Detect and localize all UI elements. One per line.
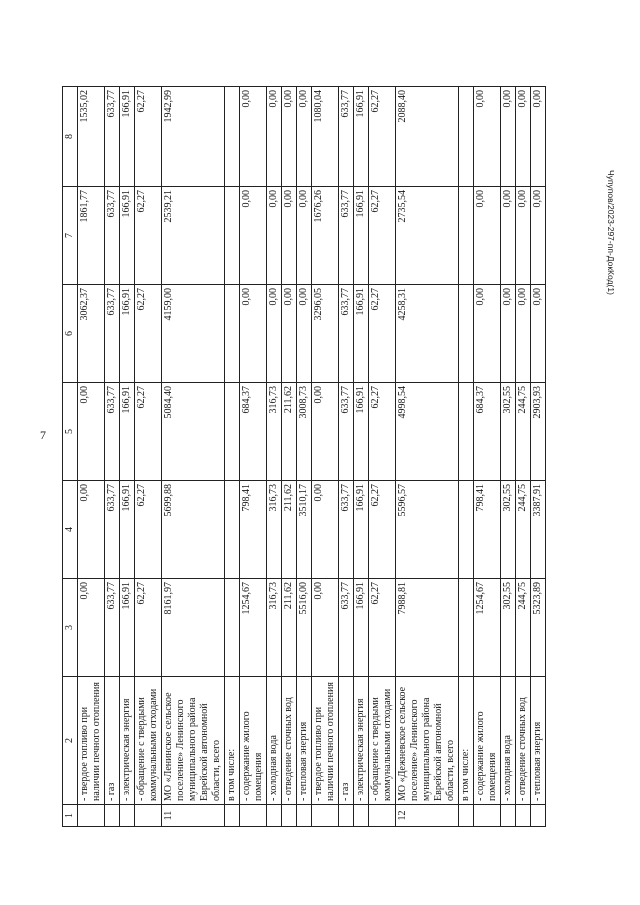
value-cell: 0,00 (516, 87, 531, 187)
value-cell: 0,00 (516, 285, 531, 383)
value-cell: 5323,89 (531, 579, 546, 677)
value-cell: 166,91 (120, 579, 135, 677)
value-cell: 5596,57 (396, 481, 459, 579)
value-cell: 633,77 (105, 285, 120, 383)
value-cell: 633,77 (105, 187, 120, 285)
row-name-cell: в том числе: (459, 677, 474, 805)
value-cell: 0,00 (78, 481, 105, 579)
value-cell: 166,91 (354, 87, 369, 187)
row-name-cell: - тепловая энергия (531, 677, 546, 805)
value-cell: 5084,40 (162, 383, 225, 481)
row-number-cell (240, 805, 267, 827)
value-cell: 62,27 (369, 285, 396, 383)
value-cell (459, 481, 474, 579)
row-number-cell (297, 805, 312, 827)
value-cell: 0,00 (267, 187, 282, 285)
row-number-cell (531, 805, 546, 827)
row-name-cell: МО «Дежневское сельское поселение» Ленинского муниципального района Еврейской автономной области, всего (396, 677, 459, 805)
header-cell: 6 (63, 285, 78, 383)
value-cell: 633,77 (339, 87, 354, 187)
value-cell: 166,91 (120, 87, 135, 187)
value-cell: 5699,88 (162, 481, 225, 579)
value-cell: 316,73 (267, 481, 282, 579)
value-cell: 1254,67 (240, 579, 267, 677)
value-cell: 166,91 (120, 187, 135, 285)
row-number-cell: 11 (162, 805, 225, 827)
row-name-cell: - содержание жилого помещения (240, 677, 267, 805)
value-cell: 798,41 (474, 481, 501, 579)
value-cell: 1080,04 (312, 87, 339, 187)
document-stamp-text: Чупупов/2023-297-пп-ДокКод(1) (606, 170, 616, 295)
header-cell: 8 (63, 87, 78, 187)
value-cell: 0,00 (501, 285, 516, 383)
value-cell: 166,91 (354, 187, 369, 285)
table-row (297, 87, 312, 827)
table-body (63, 87, 546, 827)
row-name-cell: - отведение сточных вод (282, 677, 297, 805)
row-number-cell (135, 805, 162, 827)
value-cell (225, 383, 240, 481)
value-cell: 302,55 (501, 579, 516, 677)
value-cell: 684,37 (474, 383, 501, 481)
row-name-cell: - газ (105, 677, 120, 805)
value-cell: 0,00 (531, 285, 546, 383)
row-number-cell (474, 805, 501, 827)
value-cell: 633,77 (339, 579, 354, 677)
value-cell: 62,27 (135, 285, 162, 383)
table-row (120, 87, 135, 827)
value-cell (225, 187, 240, 285)
row-name-cell: - содержание жилого помещения (474, 677, 501, 805)
header-cell: 3 (63, 579, 78, 677)
header-cell: 5 (63, 383, 78, 481)
value-cell: 62,27 (135, 187, 162, 285)
table-row (459, 87, 474, 827)
value-cell: 0,00 (312, 383, 339, 481)
value-cell: 166,91 (120, 285, 135, 383)
value-cell: 2735,54 (396, 187, 459, 285)
value-cell: 0,00 (516, 187, 531, 285)
value-cell: 5516,00 (297, 579, 312, 677)
value-cell: 633,77 (339, 481, 354, 579)
value-cell: 316,73 (267, 383, 282, 481)
value-cell: 4258,31 (396, 285, 459, 383)
value-cell: 2088,40 (396, 87, 459, 187)
row-number-cell: 12 (396, 805, 459, 827)
value-cell: 211,62 (282, 383, 297, 481)
row-name-cell: - твердое топливо при наличии печного отопления (78, 677, 105, 805)
value-cell: 0,00 (474, 87, 501, 187)
value-cell: 302,55 (501, 481, 516, 579)
value-cell: 62,27 (135, 383, 162, 481)
value-cell: 0,00 (531, 187, 546, 285)
value-cell: 1676,26 (312, 187, 339, 285)
row-name-cell: - твердое топливо при наличии печного отопления (312, 677, 339, 805)
value-cell: 0,00 (501, 187, 516, 285)
row-name-cell: - обращение с твердыми коммунальными отходами (369, 677, 396, 805)
value-cell: 0,00 (240, 187, 267, 285)
table-row (282, 87, 297, 827)
value-cell: 633,77 (339, 285, 354, 383)
value-cell: 211,62 (282, 481, 297, 579)
value-cell: 3062,37 (78, 285, 105, 383)
value-cell (459, 87, 474, 187)
table-row (354, 87, 369, 827)
table-row (531, 87, 546, 827)
value-cell: 302,55 (501, 383, 516, 481)
row-number-cell (339, 805, 354, 827)
value-cell: 633,77 (105, 579, 120, 677)
value-cell: 0,00 (240, 285, 267, 383)
value-cell: 2539,21 (162, 187, 225, 285)
value-cell (459, 187, 474, 285)
row-number-cell (120, 805, 135, 827)
value-cell: 0,00 (501, 87, 516, 187)
table-row (267, 87, 282, 827)
value-cell (225, 87, 240, 187)
value-cell: 62,27 (369, 481, 396, 579)
value-cell: 166,91 (354, 579, 369, 677)
table-row (135, 87, 162, 827)
value-cell: 3387,91 (531, 481, 546, 579)
row-name-cell: МО «Ленинское сельское поселение» Ленинского муниципального района Еврейской автономной области, всего (162, 677, 225, 805)
row-name-cell: - электрическая энергия (120, 677, 135, 805)
row-number-cell (369, 805, 396, 827)
value-cell: 0,00 (240, 87, 267, 187)
value-cell: 633,77 (339, 383, 354, 481)
value-cell: 166,91 (120, 383, 135, 481)
value-cell: 3296,05 (312, 285, 339, 383)
value-cell: 0,00 (282, 87, 297, 187)
value-cell: 4159,00 (162, 285, 225, 383)
row-number-cell (354, 805, 369, 827)
row-number-cell (78, 805, 105, 827)
value-cell: 1942,99 (162, 87, 225, 187)
value-cell (225, 285, 240, 383)
row-name-cell: - обращение с твердыми коммунальными отходами (135, 677, 162, 805)
value-cell: 62,27 (369, 87, 396, 187)
table-row (516, 87, 531, 827)
value-cell: 244,75 (516, 481, 531, 579)
row-number-cell (282, 805, 297, 827)
value-cell: 0,00 (297, 285, 312, 383)
value-cell: 633,77 (105, 87, 120, 187)
value-cell: 166,91 (120, 481, 135, 579)
value-cell: 633,77 (339, 187, 354, 285)
table-row (225, 87, 240, 827)
value-cell: 62,27 (135, 87, 162, 187)
value-cell: 798,41 (240, 481, 267, 579)
value-cell: 0,00 (282, 187, 297, 285)
tariff-table (62, 86, 546, 827)
value-cell: 316,73 (267, 579, 282, 677)
value-cell: 0,00 (474, 187, 501, 285)
value-cell: 166,91 (354, 285, 369, 383)
value-cell: 0,00 (78, 383, 105, 481)
rotated-table-wrapper (62, 87, 546, 827)
value-cell: 1535,02 (78, 87, 105, 187)
value-cell: 62,27 (135, 579, 162, 677)
value-cell: 8161,97 (162, 579, 225, 677)
row-name-cell: - тепловая энергия (297, 677, 312, 805)
value-cell (225, 579, 240, 677)
row-number-cell (267, 805, 282, 827)
table-row (501, 87, 516, 827)
table-row (240, 87, 267, 827)
value-cell: 0,00 (312, 481, 339, 579)
header-cell: 7 (63, 187, 78, 285)
page-number: 7 (40, 428, 46, 442)
value-cell: 3510,17 (297, 481, 312, 579)
value-cell: 0,00 (297, 87, 312, 187)
row-number-cell (501, 805, 516, 827)
value-cell: 211,62 (282, 579, 297, 677)
row-name-cell: в том числе: (225, 677, 240, 805)
value-cell: 4998,54 (396, 383, 459, 481)
value-cell: 0,00 (78, 579, 105, 677)
value-cell: 0,00 (297, 187, 312, 285)
value-cell: 0,00 (267, 285, 282, 383)
value-cell: 1254,67 (474, 579, 501, 677)
value-cell: 633,77 (105, 481, 120, 579)
value-cell: 2903,93 (531, 383, 546, 481)
row-name-cell: - отведение сточных вод (516, 677, 531, 805)
header-cell: 2 (63, 677, 78, 805)
row-number-cell (459, 805, 474, 827)
table-row (339, 87, 354, 827)
value-cell (459, 383, 474, 481)
table-row (396, 87, 459, 827)
row-name-cell: - газ (339, 677, 354, 805)
value-cell: 62,27 (369, 187, 396, 285)
row-name-cell: - холодная вода (267, 677, 282, 805)
value-cell: 0,00 (312, 579, 339, 677)
row-number-cell (225, 805, 240, 827)
row-name-cell: - электрическая энергия (354, 677, 369, 805)
value-cell: 0,00 (474, 285, 501, 383)
header-row (63, 87, 78, 827)
value-cell: 244,75 (516, 579, 531, 677)
value-cell: 62,27 (369, 579, 396, 677)
value-cell (225, 481, 240, 579)
value-cell: 7988,81 (396, 579, 459, 677)
table-row (312, 87, 339, 827)
value-cell: 0,00 (531, 87, 546, 187)
table-row (78, 87, 105, 827)
table-row (162, 87, 225, 827)
value-cell: 166,91 (354, 383, 369, 481)
table-row (105, 87, 120, 827)
value-cell (459, 579, 474, 677)
header-cell: 4 (63, 481, 78, 579)
table-row (474, 87, 501, 827)
value-cell: 684,37 (240, 383, 267, 481)
row-number-cell (516, 805, 531, 827)
value-cell: 3008,73 (297, 383, 312, 481)
value-cell: 633,77 (105, 383, 120, 481)
value-cell (459, 285, 474, 383)
header-cell: 1 (63, 805, 78, 827)
value-cell: 1861,77 (78, 187, 105, 285)
value-cell: 62,27 (369, 383, 396, 481)
table-row (369, 87, 396, 827)
row-number-cell (105, 805, 120, 827)
value-cell: 0,00 (267, 87, 282, 187)
row-number-cell (312, 805, 339, 827)
value-cell: 62,27 (135, 481, 162, 579)
row-name-cell: - холодная вода (501, 677, 516, 805)
value-cell: 244,75 (516, 383, 531, 481)
value-cell: 166,91 (354, 481, 369, 579)
value-cell: 0,00 (282, 285, 297, 383)
